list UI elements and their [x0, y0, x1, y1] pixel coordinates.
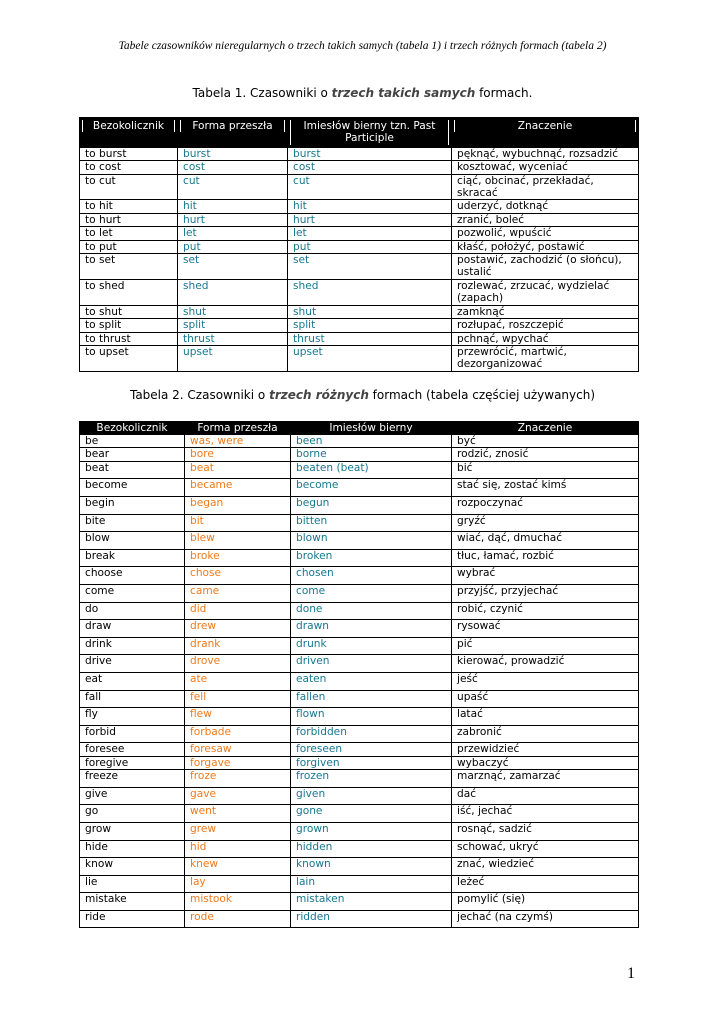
table-row	[80, 708, 639, 726]
cell-infinitive: to hurt	[80, 213, 178, 226]
cell-meaning: bić	[452, 461, 639, 479]
page-number: 1	[627, 965, 635, 982]
cell-past-form: blew	[185, 532, 291, 550]
table-row	[80, 620, 639, 638]
cell-past-form: hid	[185, 840, 291, 858]
cell-past-participle: eaten	[291, 672, 452, 690]
cell-past-participle: split	[288, 319, 452, 332]
column-header-infinitive: Bezokolicznik	[80, 118, 178, 148]
table-row	[80, 858, 639, 876]
cell-meaning: kierować, prowadzić	[452, 655, 639, 673]
cell-infinitive: to upset	[80, 345, 178, 371]
cell-past-participle: frozen	[291, 770, 452, 788]
table-row	[80, 770, 639, 788]
table-row	[80, 672, 639, 690]
table-row	[80, 448, 639, 461]
cell-past-participle: given	[291, 787, 452, 805]
cell-past-participle: hurt	[288, 213, 452, 226]
table-row	[80, 655, 639, 673]
cell-infinitive: to shed	[80, 279, 178, 305]
cell-past-form: burst	[178, 147, 288, 160]
cell-past-participle: drawn	[291, 620, 452, 638]
cell-past-form: shut	[178, 305, 288, 318]
cell-meaning: przewidzieć	[452, 743, 639, 756]
cell-meaning: pozwolić, wpuścić	[452, 227, 639, 240]
cell-past-form: cut	[178, 174, 288, 200]
cell-past-form: ate	[185, 672, 291, 690]
cell-meaning: wybrać	[452, 567, 639, 585]
cell-infinitive: mistake	[80, 893, 185, 911]
cell-past-form: foresaw	[185, 743, 291, 756]
cell-past-form: flew	[185, 708, 291, 726]
table-row	[80, 227, 639, 240]
cell-past-participle: done	[291, 602, 452, 620]
cell-past-form: was, were	[185, 435, 291, 448]
cell-infinitive: bite	[80, 514, 185, 532]
cell-infinitive: to burst	[80, 147, 178, 160]
cell-meaning: kłaść, położyć, postawić	[452, 240, 639, 253]
cell-past-form: set	[178, 254, 288, 280]
cell-meaning: zranić, boleć	[452, 213, 639, 226]
table-row	[80, 279, 639, 305]
cell-infinitive: foregive	[80, 756, 185, 769]
cell-infinitive: know	[80, 858, 185, 876]
table-row	[80, 690, 639, 708]
cell-past-participle: ridden	[291, 910, 452, 928]
cell-past-form: fell	[185, 690, 291, 708]
cell-infinitive: choose	[80, 567, 185, 585]
cell-past-participle: beaten (beat)	[291, 461, 452, 479]
table1-header-row	[80, 118, 639, 148]
cell-meaning: rodzić, znosić	[452, 448, 639, 461]
table2-caption-post: formach (tabela częściej używanych)	[368, 388, 596, 402]
table-row	[80, 584, 639, 602]
cell-meaning: marznąć, zamarzać	[452, 770, 639, 788]
cell-past-form: rode	[185, 910, 291, 928]
table-row	[80, 461, 639, 479]
column-header-past-form: Forma przeszła	[185, 422, 291, 435]
cell-infinitive: to hit	[80, 200, 178, 213]
cell-infinitive: to let	[80, 227, 178, 240]
cell-past-form: drew	[185, 620, 291, 638]
cell-meaning: pić	[452, 637, 639, 655]
table-row	[80, 893, 639, 911]
cell-infinitive: blow	[80, 532, 185, 550]
cell-past-participle: broken	[291, 549, 452, 567]
table1-caption	[0, 86, 725, 100]
cell-meaning: iść, jechać	[452, 805, 639, 823]
cell-infinitive: bear	[80, 448, 185, 461]
cell-meaning: przewrócić, martwić, dezorganizować	[452, 345, 639, 371]
cell-past-form: put	[178, 240, 288, 253]
cell-meaning: pomylić (się)	[452, 893, 639, 911]
cell-past-participle: forgiven	[291, 756, 452, 769]
cell-infinitive: to cut	[80, 174, 178, 200]
cell-past-form: lay	[185, 875, 291, 893]
cell-infinitive: to split	[80, 319, 178, 332]
cell-meaning: ciąć, obcinać, przekładać, skracać	[452, 174, 639, 200]
cell-infinitive: drink	[80, 637, 185, 655]
table2-caption-pre: Tabela 2. Czasowniki o	[129, 388, 270, 402]
cell-past-participle: gone	[291, 805, 452, 823]
table-row	[80, 174, 639, 200]
cell-past-form: chose	[185, 567, 291, 585]
cell-past-participle: hit	[288, 200, 452, 213]
cell-infinitive: foresee	[80, 743, 185, 756]
cell-past-participle: known	[291, 858, 452, 876]
cell-past-participle: let	[288, 227, 452, 240]
table-row	[80, 743, 639, 756]
cell-infinitive: to set	[80, 254, 178, 280]
cell-infinitive: to put	[80, 240, 178, 253]
cell-past-participle: thrust	[288, 332, 452, 345]
cell-past-form: upset	[178, 345, 288, 371]
cell-past-form: knew	[185, 858, 291, 876]
cell-past-form: went	[185, 805, 291, 823]
cell-meaning: schować, ukryć	[452, 840, 639, 858]
cell-meaning: stać się, zostać kimś	[452, 479, 639, 497]
table-row	[80, 200, 639, 213]
table-row	[80, 479, 639, 497]
table-row	[80, 549, 639, 567]
cell-past-participle: been	[291, 435, 452, 448]
cell-past-form: froze	[185, 770, 291, 788]
cell-meaning: zamknąć	[452, 305, 639, 318]
table-row	[80, 822, 639, 840]
cell-past-form: beat	[185, 461, 291, 479]
cell-past-form: came	[185, 584, 291, 602]
table1-irregular-same-forms	[79, 117, 639, 372]
cell-meaning: przyjść, przyjechać	[452, 584, 639, 602]
cell-infinitive: ride	[80, 910, 185, 928]
cell-meaning: gryźć	[452, 514, 639, 532]
table2-irregular-different-forms	[79, 421, 639, 928]
cell-past-participle: begun	[291, 497, 452, 515]
table-row	[80, 254, 639, 280]
cell-past-form: hit	[178, 200, 288, 213]
table-row	[80, 637, 639, 655]
cell-past-participle: lain	[291, 875, 452, 893]
column-header-meaning: Znaczenie	[452, 118, 639, 148]
table-row	[80, 840, 639, 858]
cell-past-form: did	[185, 602, 291, 620]
cell-meaning: wybaczyć	[452, 756, 639, 769]
cell-past-form: drove	[185, 655, 291, 673]
cell-meaning: leżeć	[452, 875, 639, 893]
table-row	[80, 240, 639, 253]
cell-past-form: bore	[185, 448, 291, 461]
cell-past-participle: put	[288, 240, 452, 253]
table-row	[80, 787, 639, 805]
cell-infinitive: begin	[80, 497, 185, 515]
table-row	[80, 497, 639, 515]
table1-caption-pre: Tabela 1. Czasowniki o	[192, 86, 332, 100]
cell-infinitive: go	[80, 805, 185, 823]
cell-meaning: zabronić	[452, 725, 639, 743]
table-row	[80, 725, 639, 743]
cell-past-participle: grown	[291, 822, 452, 840]
cell-infinitive: to shut	[80, 305, 178, 318]
cell-past-form: hurt	[178, 213, 288, 226]
cell-past-form: let	[178, 227, 288, 240]
cell-meaning: jeść	[452, 672, 639, 690]
table-row	[80, 805, 639, 823]
table2-caption-emphasis: trzech różnych	[269, 388, 369, 402]
cell-meaning: dać	[452, 787, 639, 805]
table-row	[80, 213, 639, 226]
cell-infinitive: forbid	[80, 725, 185, 743]
cell-meaning: postawić, zachodzić (o słońcu), ustalić	[452, 254, 639, 280]
cell-past-participle: set	[288, 254, 452, 280]
cell-infinitive: to cost	[80, 161, 178, 174]
cell-past-participle: cut	[288, 174, 452, 200]
cell-infinitive: come	[80, 584, 185, 602]
table-row	[80, 514, 639, 532]
table1-caption-emphasis: trzech takich samych	[331, 86, 476, 100]
cell-meaning: kosztować, wyceniać	[452, 161, 639, 174]
cell-past-participle: bitten	[291, 514, 452, 532]
cell-past-form: cost	[178, 161, 288, 174]
cell-meaning: pchnąć, wpychać	[452, 332, 639, 345]
cell-past-participle: drunk	[291, 637, 452, 655]
table-row	[80, 567, 639, 585]
cell-past-participle: forbidden	[291, 725, 452, 743]
cell-meaning: pęknąć, wybuchnąć, rozsadzić	[452, 147, 639, 160]
cell-meaning: rysować	[452, 620, 639, 638]
table-row	[80, 435, 639, 448]
cell-past-participle: chosen	[291, 567, 452, 585]
cell-past-form: shed	[178, 279, 288, 305]
cell-infinitive: draw	[80, 620, 185, 638]
cell-meaning: robić, czynić	[452, 602, 639, 620]
cell-past-participle: shed	[288, 279, 452, 305]
cell-infinitive: break	[80, 549, 185, 567]
cell-past-form: forgave	[185, 756, 291, 769]
table-row	[80, 910, 639, 928]
cell-infinitive: eat	[80, 672, 185, 690]
cell-past-form: thrust	[178, 332, 288, 345]
cell-past-form: mistook	[185, 893, 291, 911]
cell-past-participle: become	[291, 479, 452, 497]
cell-meaning: upaść	[452, 690, 639, 708]
cell-meaning: tłuc, łamać, rozbić	[452, 549, 639, 567]
cell-meaning: znać, wiedzieć	[452, 858, 639, 876]
cell-infinitive: grow	[80, 822, 185, 840]
cell-past-participle: foreseen	[291, 743, 452, 756]
table-row	[80, 319, 639, 332]
table-row	[80, 147, 639, 160]
cell-infinitive: hide	[80, 840, 185, 858]
table2-header-row	[80, 422, 639, 435]
table-row	[80, 161, 639, 174]
column-header-past-participle: Imiesłów bierny tzn. Past Participle	[288, 118, 452, 148]
table-row	[80, 345, 639, 371]
cell-past-participle: fallen	[291, 690, 452, 708]
cell-past-form: bit	[185, 514, 291, 532]
cell-past-form: grew	[185, 822, 291, 840]
cell-meaning: rosnąć, sadzić	[452, 822, 639, 840]
cell-infinitive: do	[80, 602, 185, 620]
cell-past-form: gave	[185, 787, 291, 805]
cell-infinitive: fly	[80, 708, 185, 726]
table-row	[80, 875, 639, 893]
cell-meaning: być	[452, 435, 639, 448]
cell-infinitive: give	[80, 787, 185, 805]
cell-infinitive: to thrust	[80, 332, 178, 345]
cell-meaning: latać	[452, 708, 639, 726]
cell-meaning: rozlewać, zrzucać, wydzielać (zapach)	[452, 279, 639, 305]
cell-past-participle: flown	[291, 708, 452, 726]
column-header-meaning: Znaczenie	[452, 422, 639, 435]
cell-past-form: drank	[185, 637, 291, 655]
cell-past-participle: shut	[288, 305, 452, 318]
cell-infinitive: fall	[80, 690, 185, 708]
cell-past-form: broke	[185, 549, 291, 567]
cell-past-participle: borne	[291, 448, 452, 461]
cell-past-participle: burst	[288, 147, 452, 160]
table-row	[80, 602, 639, 620]
cell-past-form: became	[185, 479, 291, 497]
cell-infinitive: drive	[80, 655, 185, 673]
cell-past-participle: mistaken	[291, 893, 452, 911]
cell-past-participle: driven	[291, 655, 452, 673]
cell-meaning: jechać (na czymś)	[452, 910, 639, 928]
cell-past-form: split	[178, 319, 288, 332]
cell-meaning: wiać, dąć, dmuchać	[452, 532, 639, 550]
table-row	[80, 305, 639, 318]
cell-past-form: forbade	[185, 725, 291, 743]
cell-infinitive: lie	[80, 875, 185, 893]
document-header: Tabele czasowników nieregularnych o trzech takich samych (tabela 1) i trzech różnych formach (tabela 2)	[118, 40, 607, 52]
cell-past-form: began	[185, 497, 291, 515]
cell-past-participle: cost	[288, 161, 452, 174]
table-row	[80, 756, 639, 769]
cell-infinitive: be	[80, 435, 185, 448]
cell-infinitive: become	[80, 479, 185, 497]
cell-meaning: rozpoczynać	[452, 497, 639, 515]
table-row	[80, 332, 639, 345]
cell-past-participle: come	[291, 584, 452, 602]
cell-infinitive: freeze	[80, 770, 185, 788]
column-header-past-form: Forma przeszła	[178, 118, 288, 148]
table2-caption	[0, 388, 725, 402]
table-row	[80, 532, 639, 550]
column-header-infinitive: Bezokolicznik	[80, 422, 185, 435]
column-header-past-participle: Imiesłów bierny	[291, 422, 452, 435]
cell-past-participle: blown	[291, 532, 452, 550]
cell-meaning: uderzyć, dotknąć	[452, 200, 639, 213]
cell-meaning: rozłupać, roszczepić	[452, 319, 639, 332]
cell-infinitive: beat	[80, 461, 185, 479]
cell-past-participle: upset	[288, 345, 452, 371]
cell-past-participle: hidden	[291, 840, 452, 858]
table1-caption-post: formach.	[475, 86, 533, 100]
